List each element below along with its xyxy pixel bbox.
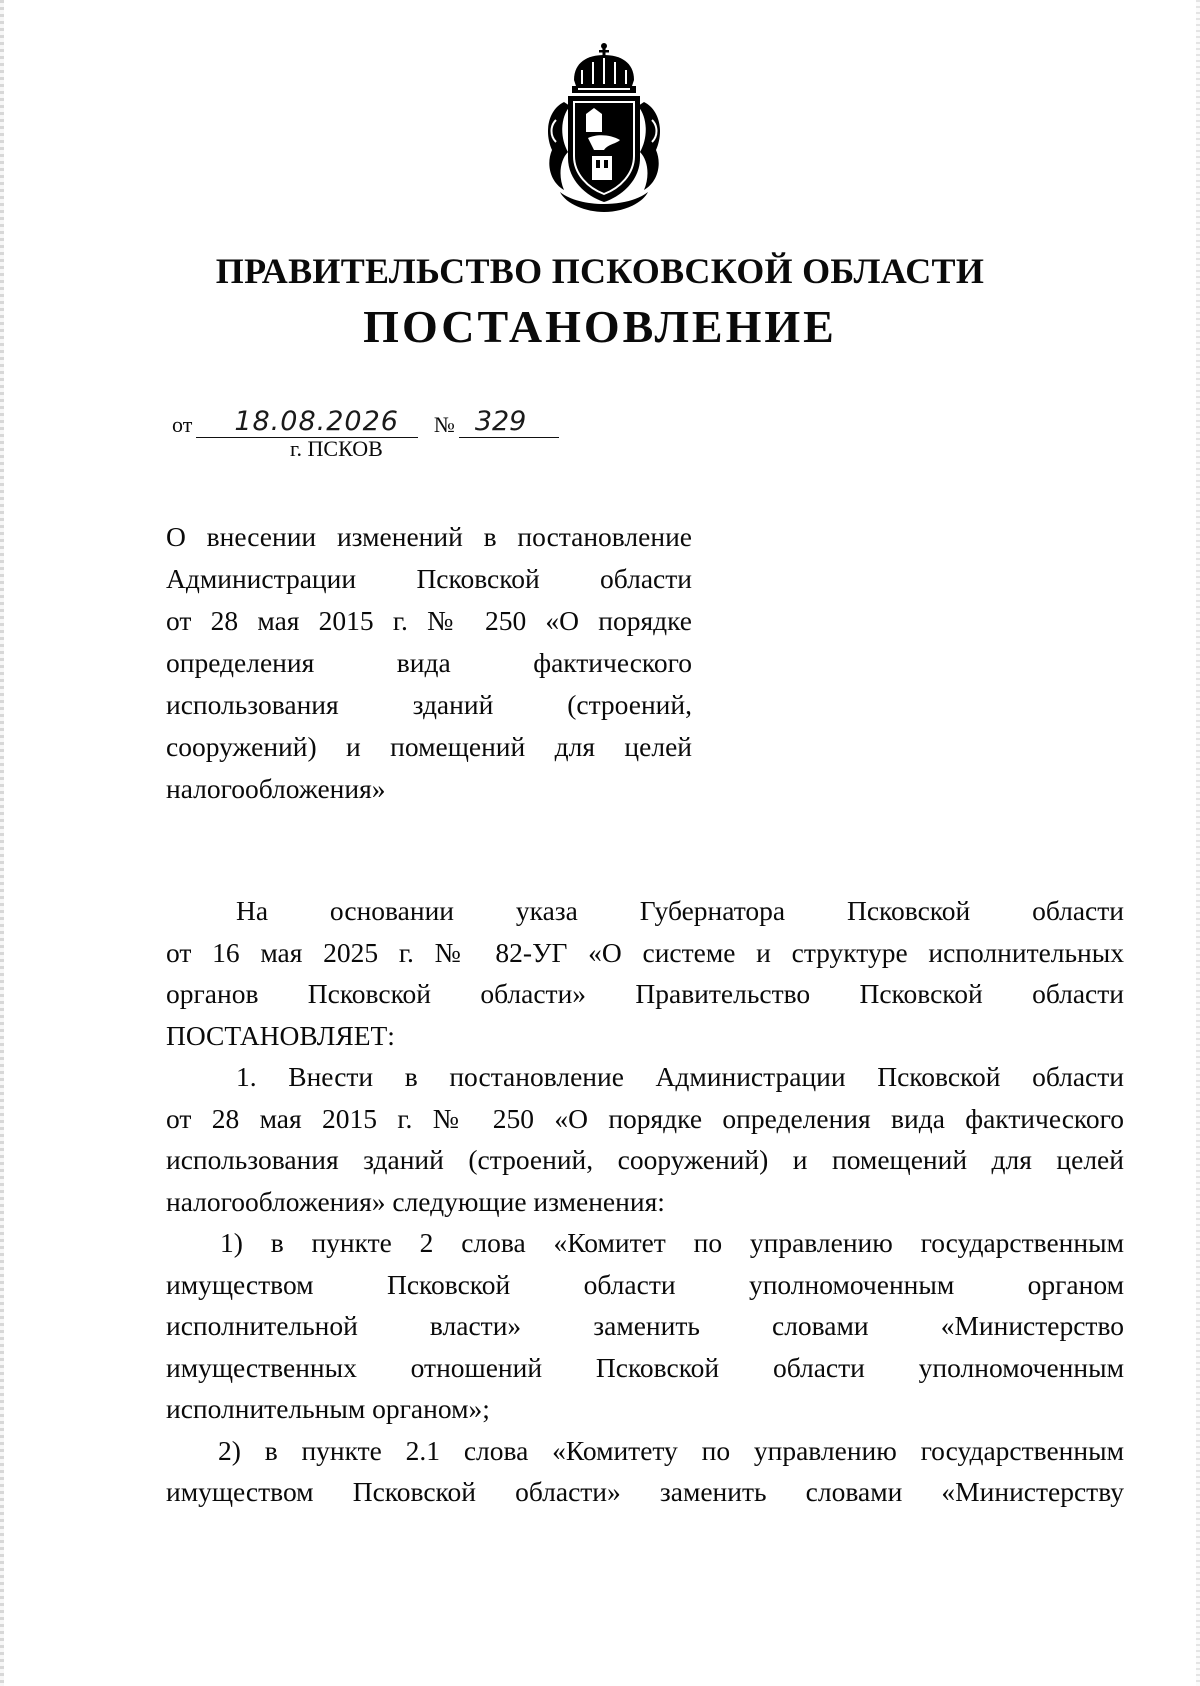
body-line: налогообложения» следующие изменения: [166,1185,665,1217]
subject-line: налогообложения» [166,773,386,804]
body-line: от 28 мая 2015 г. № 250 «О порядке определения вида фактического [166,1102,1124,1134]
body-line: имуществом Псковской области уполномоченным органом [166,1268,1124,1300]
body-line: На основании указа Губернатора Псковской области [236,895,1124,926]
subject-line: от 28 мая 2015 г. № 250 «О порядке [166,605,692,636]
subject-line: Администрации Псковской области [166,563,692,594]
body-line: использования зданий (строений, сооружений) и помещений для целей [166,1144,1124,1175]
coat-of-arms-pskov-icon [530,40,678,212]
date-label: от [172,412,193,437]
body-line: исполнительной власти» заменить словами «Министерство [166,1310,1124,1341]
body-line: от 16 мая 2025 г. № 82-УГ «О системе и структуре исполнительных [166,936,1124,968]
city-label: г. ПСКОВ [290,436,383,461]
number-label: № [433,412,455,437]
body-line: имущественных отношений Псковской области уполномоченным [166,1351,1124,1383]
body-line: органов Псковской области» Правительство Псковской области [166,978,1124,1009]
document-type-title: ПОСТАНОВЛЕНИЕ [363,301,837,352]
body-line: ПОСТАНОВЛЯЕТ: [166,1019,395,1051]
number-value: 329 [459,407,559,438]
document-subject [166,516,692,810]
document-body [166,890,1124,1513]
subject-line: О внесении изменений в постановление [166,521,692,552]
body-line: 2) в пункте 2.1 слова «Комитету по управлению государственным [218,1434,1124,1466]
body-line: 1) в пункте 2 слова «Комитет по управлению государственным [220,1227,1124,1258]
organization-title: ПРАВИТЕЛЬСТВО ПСКОВСКОЙ ОБЛАСТИ [215,251,985,291]
body-line: 1. Внести в постановление Администрации Псковской области [236,1061,1124,1092]
date-value: 18.08.2026 [196,407,418,438]
body-line: исполнительным органом»; [166,1393,490,1424]
subject-line: использования зданий (строений, [166,689,692,720]
subject-line: определения вида фактического [166,647,692,678]
body-line: имуществом Псковской области» заменить словами «Министерству [166,1476,1124,1507]
subject-line: сооружений) и помещений для целей [166,731,692,762]
